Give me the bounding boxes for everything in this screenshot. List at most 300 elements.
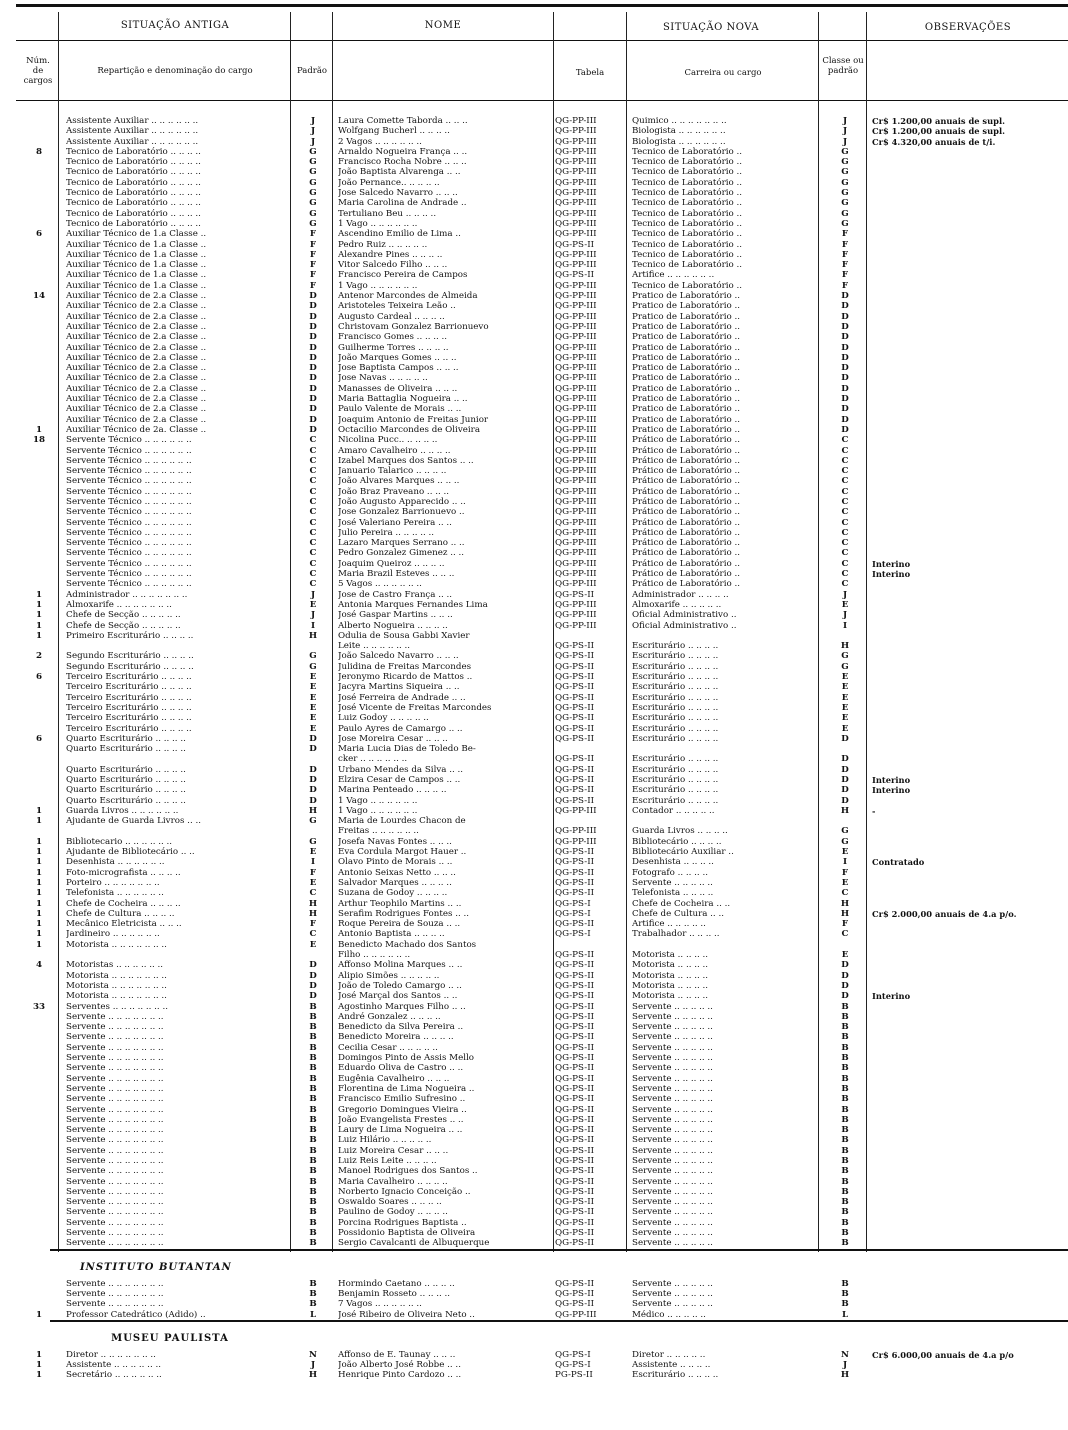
- padrao-cell: D: [309, 744, 317, 755]
- nome-cell: 1 Vago .. .. .. .. .. ..: [338, 795, 418, 806]
- carreira-cell: Tecnico de Laboratório ..: [632, 229, 743, 240]
- carreira-cell: Tecnico de Laboratório ..: [632, 260, 743, 271]
- tabela-cell: QG-PS-II: [555, 1145, 595, 1156]
- nome-cell: Guilherme Torres .. .. .. ..: [338, 342, 449, 353]
- classe-cell: H: [840, 805, 850, 816]
- carreira-cell: Servente .. .. .. .. ..: [632, 1228, 713, 1239]
- table-row: [0, 610, 1068, 620]
- num-cargos-cell: 1: [35, 888, 43, 899]
- tabela-cell: QG-PS-II: [555, 1288, 595, 1299]
- carreira-cell: Prático de Laboratório ..: [632, 507, 741, 518]
- classe-cell: B: [841, 1042, 849, 1053]
- classe-cell: D: [841, 301, 849, 312]
- section-title: MUSEU PAULISTA: [111, 1332, 229, 1344]
- classe-cell: B: [841, 1228, 849, 1239]
- cargo-cell: Servente .. .. .. .. .. .. ..: [66, 1176, 164, 1187]
- tabela-cell: QG-PP-III: [555, 363, 597, 374]
- cargo-cell: Auxiliar Técnico de 1.a Classe ..: [66, 249, 207, 260]
- classe-cell: G: [841, 167, 849, 178]
- table-row: [0, 322, 1068, 332]
- nome-cell: Luiz Godoy .. .. .. .. ..: [338, 713, 429, 724]
- carreira-cell: Assistente .. .. .. ..: [632, 1360, 711, 1371]
- table-row: [0, 672, 1068, 682]
- nome-cell: Benedicto Machado dos Santos: [338, 939, 477, 950]
- tabela-cell: QG-PP-III: [555, 424, 597, 435]
- tabela-cell: QG-PS-II: [555, 661, 595, 672]
- table-row: [0, 765, 1068, 775]
- padrao-cell: C: [309, 569, 317, 580]
- nome-cell: Alexandre Pines .. .. .. ..: [338, 249, 443, 260]
- table-row: [0, 1156, 1068, 1166]
- nome-cell: José Ribeiro de Oliveira Neto ..: [338, 1309, 475, 1320]
- nome-cell: Maria Brazil Esteves .. .. ..: [338, 569, 455, 580]
- padrao-cell: B: [309, 1083, 317, 1094]
- cargo-cell: Telefonista .. .. .. .. .. ..: [66, 888, 164, 899]
- padrao-cell: G: [309, 177, 317, 188]
- nome-cell: Manoel Rodrigues dos Santos ..: [338, 1166, 478, 1177]
- table-row: [0, 209, 1068, 219]
- table-row: [0, 754, 1068, 764]
- nome-cell: João Alberto José Robbe .. ..: [338, 1360, 461, 1371]
- nome-cell: Domingos Pinto de Assis Mello: [338, 1053, 474, 1064]
- padrao-cell: D: [309, 363, 317, 374]
- table-row: [0, 167, 1068, 177]
- cargo-cell: Chefe de Cultura .. .. .. ..: [66, 908, 175, 919]
- carreira-cell: Escriturário .. .. .. ..: [632, 754, 719, 765]
- cargo-cell: Servente .. .. .. .. .. .. ..: [66, 1278, 164, 1289]
- carreira-cell: Escriturário .. .. .. ..: [632, 1370, 719, 1381]
- padrao-cell: G: [309, 218, 317, 229]
- cargo-cell: Servente Técnico .. .. .. .. .. ..: [66, 445, 192, 456]
- classe-cell: C: [841, 445, 849, 456]
- tabela-cell: QG-PP-III: [555, 383, 597, 394]
- subheader-tabela: Tabela: [575, 68, 605, 78]
- padrao-cell: F: [309, 249, 317, 260]
- padrao-cell: F: [309, 867, 317, 878]
- padrao-cell: C: [309, 579, 317, 590]
- tabela-cell: QG-PS-II: [555, 888, 595, 899]
- tabela-cell: QG-PS-II: [555, 785, 595, 796]
- padrao-cell: B: [309, 1053, 317, 1064]
- cargo-cell: Servente .. .. .. .. .. .. ..: [66, 1186, 164, 1197]
- tabela-cell: QG-PS-II: [555, 1073, 595, 1084]
- classe-cell: G: [841, 146, 849, 157]
- classe-cell: B: [841, 1011, 849, 1022]
- padrao-cell: G: [309, 188, 317, 199]
- classe-cell: D: [841, 795, 849, 806]
- padrao-cell: E: [309, 939, 317, 950]
- cargo-cell: Motoristas .. .. .. .. .. ..: [66, 960, 164, 971]
- tabela-cell: QG-PS-II: [555, 1197, 595, 1208]
- cargo-cell: Professor Catedrático (Adido) ..: [66, 1309, 206, 1320]
- table-row: [0, 157, 1068, 167]
- table-row: [0, 785, 1068, 795]
- carreira-cell: Tecnico de Laboratório ..: [632, 157, 743, 168]
- table-row: [0, 569, 1068, 579]
- classe-cell: B: [841, 1063, 849, 1074]
- table-row: [0, 888, 1068, 898]
- table-row: [0, 837, 1068, 847]
- table-row: [0, 857, 1068, 867]
- padrao-cell: E: [309, 713, 317, 724]
- padrao-cell: B: [309, 1135, 317, 1146]
- nome-cell: Joaquim Queiroz .. .. .. ..: [338, 558, 445, 569]
- padrao-cell: B: [309, 1278, 317, 1289]
- classe-cell: G: [841, 826, 849, 837]
- padrao-cell: B: [309, 1176, 317, 1187]
- padrao-cell: D: [309, 383, 317, 394]
- table-row: [0, 178, 1068, 188]
- cargo-cell: Auxiliar Técnico de 1.a Classe ..: [66, 229, 207, 240]
- classe-cell: C: [841, 455, 849, 466]
- cargo-cell: Auxiliar Técnico de 2.a Classe ..: [66, 342, 207, 353]
- tabela-cell: QG-PP-III: [555, 435, 597, 446]
- header-nome: NOME: [424, 20, 462, 31]
- tabela-cell: QG-PS-II: [555, 991, 595, 1002]
- classe-cell: F: [841, 867, 849, 878]
- table-row: [0, 940, 1068, 950]
- num-cargos-cell: 1: [35, 939, 43, 950]
- nome-cell: Porcina Rodrigues Baptista ..: [338, 1217, 467, 1228]
- num-cargos-cell: 1: [35, 919, 43, 930]
- classe-cell: J: [842, 1360, 848, 1371]
- nome-cell: João Baptista Alvarenga .. ..: [338, 167, 461, 178]
- table-row: [0, 1146, 1068, 1156]
- carreira-cell: Servente .. .. .. .. ..: [632, 1053, 713, 1064]
- tabela-cell: QG-PP-III: [555, 301, 597, 312]
- padrao-cell: B: [309, 1114, 317, 1125]
- classe-cell: F: [841, 919, 849, 930]
- cargo-cell: Desenhista .. .. .. .. .. ..: [66, 857, 165, 868]
- classe-cell: B: [841, 1166, 849, 1177]
- padrao-cell: F: [309, 270, 317, 281]
- padrao-cell: C: [309, 548, 317, 559]
- nome-cell: 1 Vago .. .. .. .. .. ..: [338, 280, 418, 291]
- carreira-cell: Tecnico de Laboratório ..: [632, 208, 743, 219]
- carreira-cell: Prático de Laboratório ..: [632, 486, 741, 497]
- tabela-cell: QG-PP-III: [555, 157, 597, 168]
- num-cargos-cell: 1: [35, 805, 43, 816]
- cargo-cell: Terceiro Escriturário .. .. .. ..: [66, 702, 192, 713]
- table-row: [0, 260, 1068, 270]
- cargo-cell: Almoxarife .. .. .. .. .. .. ..: [66, 599, 172, 610]
- section-separator: [50, 1249, 1068, 1251]
- table-row: [0, 806, 1068, 816]
- cargo-cell: Ajudante de Guarda Livros .. ..: [66, 816, 201, 827]
- cargo-cell: Chefe de Secção .. .. .. .. ..: [66, 610, 181, 621]
- tabela-cell: QG-PS-II: [555, 270, 595, 281]
- cargo-cell: Servente .. .. .. .. .. .. ..: [66, 1228, 164, 1239]
- table-row: [0, 487, 1068, 497]
- padrao-cell: C: [309, 435, 317, 446]
- classe-cell: E: [841, 713, 849, 724]
- num-cargos-cell: 1: [35, 424, 43, 435]
- nome-cell: Eugênia Cavalheiro .. .. ..: [338, 1073, 450, 1084]
- cargo-cell: Terceiro Escriturário .. .. .. ..: [66, 672, 192, 683]
- cargo-cell: Tecnico de Laboratório .. .. .. ..: [66, 146, 201, 157]
- table-row: [0, 1310, 1068, 1320]
- carreira-cell: Prático de Laboratório ..: [632, 466, 741, 477]
- carreira-cell: Escriturário .. .. .. ..: [632, 775, 719, 785]
- cargo-cell: Administrador .. .. .. .. .. .. ..: [66, 589, 188, 600]
- nome-cell: Lazaro Marques Serrano .. ..: [338, 538, 465, 549]
- nome-cell: Maria Cavalheiro .. .. .. ..: [338, 1176, 448, 1187]
- table-row: [0, 1350, 1068, 1360]
- tabela-cell: QG-PP-III: [555, 291, 597, 302]
- tabela-cell: QG-PS-II: [555, 847, 595, 858]
- classe-cell: B: [841, 1053, 849, 1064]
- tabela-cell: QG-PS-II: [555, 764, 595, 775]
- tabela-cell: QG-PS-II: [555, 682, 595, 693]
- classe-cell: D: [841, 404, 849, 415]
- table-row: [0, 662, 1068, 672]
- tabela-cell: QG-PS-II: [555, 1238, 595, 1249]
- table-row: [0, 270, 1068, 280]
- cargo-cell: Servente .. .. .. .. .. .. ..: [66, 1145, 164, 1156]
- carreira-cell: Servente .. .. .. .. ..: [632, 877, 713, 888]
- nome-cell: Suzana de Godoy .. .. .. ..: [338, 888, 448, 899]
- table-row: [0, 363, 1068, 373]
- table-row: [0, 373, 1068, 383]
- num-cargos-cell: 1: [35, 589, 43, 600]
- nome-cell: Luiz Reis Leite .. .. .. ..: [338, 1155, 437, 1166]
- classe-cell: G: [841, 208, 849, 219]
- nome-cell: Jose Navas .. .. .. .. ..: [338, 373, 428, 384]
- carreira-cell: Tecnico de Laboratório ..: [632, 177, 743, 188]
- padrao-cell: C: [309, 445, 317, 456]
- carreira-cell: Servente .. .. .. .. ..: [632, 1104, 713, 1115]
- nome-cell: Augusto Cardeal .. .. .. ..: [338, 311, 445, 322]
- num-cargos-cell: 1: [35, 1370, 43, 1381]
- padrao-cell: B: [309, 1001, 317, 1012]
- padrao-cell: B: [309, 1104, 317, 1115]
- cargo-cell: Porteiro .. .. .. .. .. .. ..: [66, 877, 160, 888]
- carreira-cell: Tecnico de Laboratório ..: [632, 249, 743, 260]
- nome-cell: João Marques Gomes .. .. ..: [338, 352, 457, 363]
- nome-cell: Jose Salcedo Navarro .. .. ..: [338, 188, 458, 199]
- cargo-cell: Auxiliar Técnico de 2.a Classe ..: [66, 291, 207, 302]
- nome-cell: João Braz Praveano .. .. ..: [338, 486, 450, 497]
- classe-cell: B: [841, 1022, 849, 1033]
- classe-cell: C: [841, 435, 849, 446]
- top-rule: [16, 4, 1068, 7]
- classe-cell: E: [841, 877, 849, 888]
- tabela-cell: QG-PS-II: [555, 239, 595, 250]
- padrao-cell: B: [309, 1022, 317, 1033]
- cargo-cell: Servente Técnico .. .. .. .. .. ..: [66, 538, 192, 549]
- table-row: [0, 1299, 1068, 1309]
- carreira-cell: Quimico .. .. .. .. .. .. ..: [632, 116, 727, 126]
- cargo-cell: Servente .. .. .. .. .. .. ..: [66, 1094, 164, 1105]
- cargo-cell: Servente .. .. .. .. .. .. ..: [66, 1104, 164, 1115]
- table-row: [0, 929, 1068, 939]
- tabela-cell: QG-PS-II: [555, 1104, 595, 1115]
- table-row: [0, 950, 1068, 960]
- classe-cell: F: [841, 260, 849, 271]
- nome-cell: Alipio Simões .. .. .. .. ..: [338, 970, 440, 981]
- carreira-cell: Escriturário .. .. .. ..: [632, 672, 719, 683]
- cargo-cell: Servente .. .. .. .. .. .. ..: [66, 1217, 164, 1228]
- cargo-cell: Bibliotecario .. .. .. .. .. ..: [66, 836, 173, 847]
- carreira-cell: Servente .. .. .. .. ..: [632, 1155, 713, 1166]
- nome-cell: João de Toledo Camargo .. ..: [338, 980, 462, 991]
- carreira-cell: Prático de Laboratório ..: [632, 496, 741, 507]
- num-cargos-cell: 4: [35, 960, 43, 971]
- table-row: [0, 1279, 1068, 1289]
- nome-cell: Affonso Molina Marques .. ..: [338, 960, 463, 971]
- classe-cell: E: [841, 599, 849, 610]
- tabela-cell: QG-PS-II: [555, 1207, 595, 1218]
- classe-cell: D: [841, 383, 849, 394]
- table-row: [0, 353, 1068, 363]
- padrao-cell: D: [309, 980, 317, 991]
- padrao-cell: F: [309, 919, 317, 930]
- padrao-cell: H: [308, 1370, 318, 1381]
- padrao-cell: I: [310, 857, 316, 868]
- classe-cell: D: [841, 363, 849, 374]
- tabela-cell: QG-PP-III: [555, 136, 597, 147]
- carreira-cell: Servente .. .. .. .. ..: [632, 1042, 713, 1053]
- cargo-cell: Auxiliar Técnico de 2.a Classe ..: [66, 301, 207, 312]
- padrao-cell: C: [309, 496, 317, 507]
- classe-cell: F: [841, 229, 849, 240]
- cargo-cell: Servente Técnico .. .. .. .. .. ..: [66, 517, 192, 528]
- nome-cell: 5 Vagos .. .. .. .. .. ..: [338, 579, 422, 590]
- padrao-cell: B: [309, 1155, 317, 1166]
- nome-cell: Sergio Cavalcanti de Albuquerque: [338, 1238, 490, 1249]
- padrao-cell: J: [310, 589, 316, 600]
- tabela-cell: QG-PS-II: [555, 1083, 595, 1094]
- carreira-cell: Servente .. .. .. .. ..: [632, 1217, 713, 1228]
- classe-cell: G: [841, 651, 849, 662]
- cargo-cell: Auxiliar Técnico de 2.a Classe ..: [66, 352, 207, 363]
- tabela-cell: QG-PS-II: [555, 1114, 595, 1125]
- tabela-cell: QG-PP-III: [555, 569, 597, 580]
- tabela-cell: QG-PS-II: [555, 919, 595, 930]
- classe-cell: J: [842, 610, 848, 621]
- cargo-cell: Quarto Escriturário .. .. .. ..: [66, 744, 186, 755]
- tabela-cell: QG-PS-II: [555, 950, 595, 961]
- cargo-cell: Servente .. .. .. .. .. .. ..: [66, 1114, 164, 1125]
- tabela-cell: QG-PP-III: [555, 805, 597, 816]
- table-row: [0, 312, 1068, 322]
- carreira-cell: Pratico de Laboratório ..: [632, 383, 741, 394]
- cargo-cell: Servente Técnico .. .. .. .. .. ..: [66, 466, 192, 477]
- nome-cell: 2 Vagos .. .. .. .. .. ..: [338, 136, 422, 147]
- carreira-cell: Desenhista .. .. .. ..: [632, 857, 714, 868]
- nome-cell: Florentina de Lima Nogueira ..: [338, 1083, 475, 1094]
- cargo-cell: Auxiliar Técnico de 2.a Classe ..: [66, 414, 207, 425]
- tabela-cell: QG-PS-II: [555, 672, 595, 683]
- cargo-cell: Auxiliar Técnico de 1.a Classe ..: [66, 260, 207, 271]
- table-row: [0, 1115, 1068, 1125]
- table-row: [0, 868, 1068, 878]
- nome-cell: Francisco Gomes .. .. .. ..: [338, 332, 448, 343]
- table-row: [0, 1125, 1068, 1135]
- table-row: [0, 991, 1068, 1001]
- nome-cell: José Valeriano Pereira .. ..: [338, 517, 452, 528]
- tabela-cell: QG-PP-III: [555, 332, 597, 343]
- header-situacao-nova: SITUAÇÃO NOVA: [662, 22, 760, 33]
- num-cargos-cell: 1: [35, 630, 43, 641]
- carreira-cell: Tecnico de Laboratório ..: [632, 146, 743, 157]
- carreira-cell: Servente .. .. .. .. ..: [632, 1135, 713, 1146]
- table-row: [0, 590, 1068, 600]
- nome-cell: Jeronymo Ricardo de Mattos ..: [338, 672, 473, 683]
- carreira-cell: Escriturário .. .. .. ..: [632, 764, 719, 775]
- padrao-cell: B: [309, 1011, 317, 1022]
- num-cargos-cell: 1: [35, 929, 43, 940]
- section-heading: [0, 1332, 1068, 1346]
- padrao-cell: J: [310, 610, 316, 621]
- carreira-cell: Servente .. .. .. .. ..: [632, 1288, 713, 1299]
- classe-cell: D: [841, 785, 849, 796]
- table-row: [0, 456, 1068, 466]
- classe-cell: B: [841, 1125, 849, 1136]
- classe-cell: D: [841, 311, 849, 322]
- cargo-cell: Auxiliar Técnico de 2.a Classe ..: [66, 321, 207, 332]
- classe-cell: D: [841, 980, 849, 991]
- tabela-cell: QG-PS-II: [555, 702, 595, 713]
- tabela-cell: QG-PP-III: [555, 445, 597, 456]
- carreira-cell: Pratico de Laboratório ..: [632, 301, 741, 312]
- table-row: [0, 538, 1068, 548]
- nome-cell: José Marçal dos Santos .. ..: [338, 991, 458, 1002]
- tabela-cell: QG-PS-II: [555, 1155, 595, 1166]
- cargo-cell: Assistente Auxiliar .. .. .. .. .. ..: [66, 126, 199, 137]
- nome-cell: Marina Penteado .. .. .. ..: [338, 785, 447, 796]
- classe-cell: D: [841, 754, 849, 765]
- header-situacao-antiga: SITUAÇÃO ANTIGA: [120, 20, 230, 31]
- tabela-cell: QG-PP-III: [555, 342, 597, 353]
- tabela-cell: QG-PS-II: [555, 795, 595, 806]
- padrao-cell: D: [309, 394, 317, 405]
- tabela-cell: QG-PP-III: [555, 404, 597, 415]
- cargo-cell: Tecnico de Laboratório .. .. .. ..: [66, 208, 201, 219]
- section-gap: [0, 1249, 1068, 1261]
- classe-cell: B: [841, 1299, 849, 1310]
- padrao-cell: B: [309, 1032, 317, 1043]
- padrao-cell: L: [309, 1309, 317, 1320]
- padrao-cell: D: [309, 373, 317, 384]
- cargo-cell: Servente .. .. .. .. .. .. ..: [66, 1197, 164, 1208]
- carreira-cell: Servente .. .. .. .. ..: [632, 1299, 713, 1310]
- carreira-cell: Servente .. .. .. .. ..: [632, 1114, 713, 1125]
- padrao-cell: H: [308, 630, 318, 641]
- classe-cell: E: [841, 950, 849, 961]
- padrao-cell: C: [309, 888, 317, 899]
- classe-cell: D: [841, 342, 849, 353]
- table-row: [0, 343, 1068, 353]
- carreira-cell: Motorista .. .. .. ..: [632, 960, 709, 971]
- num-cargos-cell: 6: [35, 229, 43, 240]
- subheader-bottom-rule: [16, 100, 1068, 101]
- padrao-cell: E: [309, 847, 317, 858]
- cargo-cell: Servente .. .. .. .. .. .. ..: [66, 1063, 164, 1074]
- table-row: [0, 1032, 1068, 1042]
- padrao-cell: C: [309, 455, 317, 466]
- header-bottom-rule: [16, 40, 1068, 41]
- classe-cell: C: [841, 579, 849, 590]
- padrao-cell: D: [309, 424, 317, 435]
- table-row: [0, 971, 1068, 981]
- cargo-cell: Servente Técnico .. .. .. .. .. ..: [66, 455, 192, 466]
- nome-cell: Paulo Valente de Morais .. ..: [338, 404, 462, 415]
- classe-cell: B: [841, 1114, 849, 1125]
- padrao-cell: J: [310, 136, 316, 147]
- nome-cell: Nicolina Pucc.. .. .. .. ..: [338, 435, 438, 446]
- cargo-cell: Secretário .. .. .. .. .. ..: [66, 1370, 162, 1381]
